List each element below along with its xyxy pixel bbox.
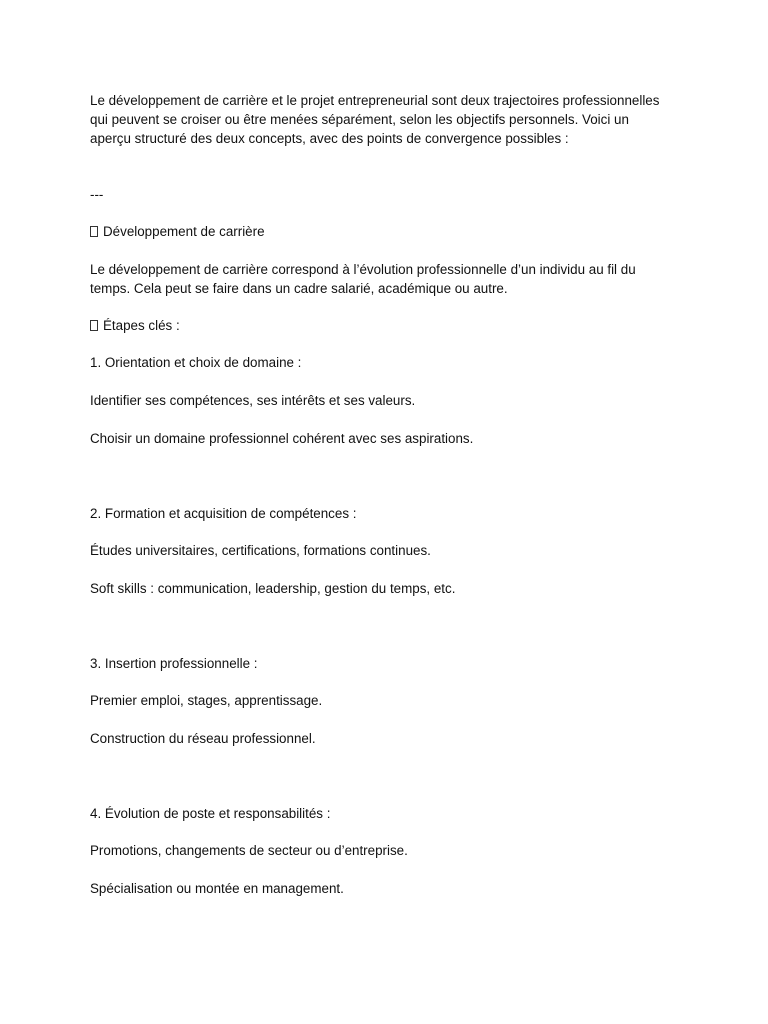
intro-line-3: aperçu structuré des deux concepts, avec des points de convergence possibles : bbox=[90, 131, 569, 146]
step-point: Promotions, changements de secteur ou d’entreprise. bbox=[90, 843, 408, 858]
section-desc-line-2: temps. Cela peut se faire dans un cadre salarié, académique ou autre. bbox=[90, 281, 508, 296]
step-title: 2. Formation et acquisition de compétences : bbox=[90, 506, 357, 521]
step-point: Identifier ses compétences, ses intérêts et ses valeurs. bbox=[90, 393, 416, 408]
missing-glyph-icon bbox=[90, 226, 98, 237]
subheading-text: Étapes clés : bbox=[103, 318, 180, 333]
section-heading bbox=[90, 222, 690, 241]
step-point: Premier emploi, stages, apprentissage. bbox=[90, 693, 323, 708]
intro-line-2: qui peuvent se croiser ou être menées séparément, selon les objectifs personnels. Voici un bbox=[90, 112, 629, 127]
section-desc-line-1: Le développement de carrière correspond à l’évolution professionnelle d’un individu au fil du bbox=[90, 262, 636, 277]
subheading bbox=[90, 316, 690, 335]
separator: --- bbox=[90, 187, 104, 202]
step-point: Spécialisation ou montée en management. bbox=[90, 881, 344, 896]
step-title: 4. Évolution de poste et responsabilités : bbox=[90, 806, 331, 821]
missing-glyph-icon bbox=[90, 320, 98, 331]
intro-line-1: Le développement de carrière et le projet entrepreneurial sont deux trajectoires professionnelles bbox=[90, 93, 660, 108]
step-point: Soft skills : communication, leadership, gestion du temps, etc. bbox=[90, 581, 456, 596]
step-point: Choisir un domaine professionnel cohérent avec ses aspirations. bbox=[90, 431, 474, 446]
step-title: 3. Insertion professionnelle : bbox=[90, 656, 258, 671]
step-point: Études universitaires, certifications, formations continues. bbox=[90, 543, 431, 558]
step-title: 1. Orientation et choix de domaine : bbox=[90, 355, 302, 370]
section-heading-text: Développement de carrière bbox=[103, 224, 265, 239]
step-point: Construction du réseau professionnel. bbox=[90, 731, 316, 746]
